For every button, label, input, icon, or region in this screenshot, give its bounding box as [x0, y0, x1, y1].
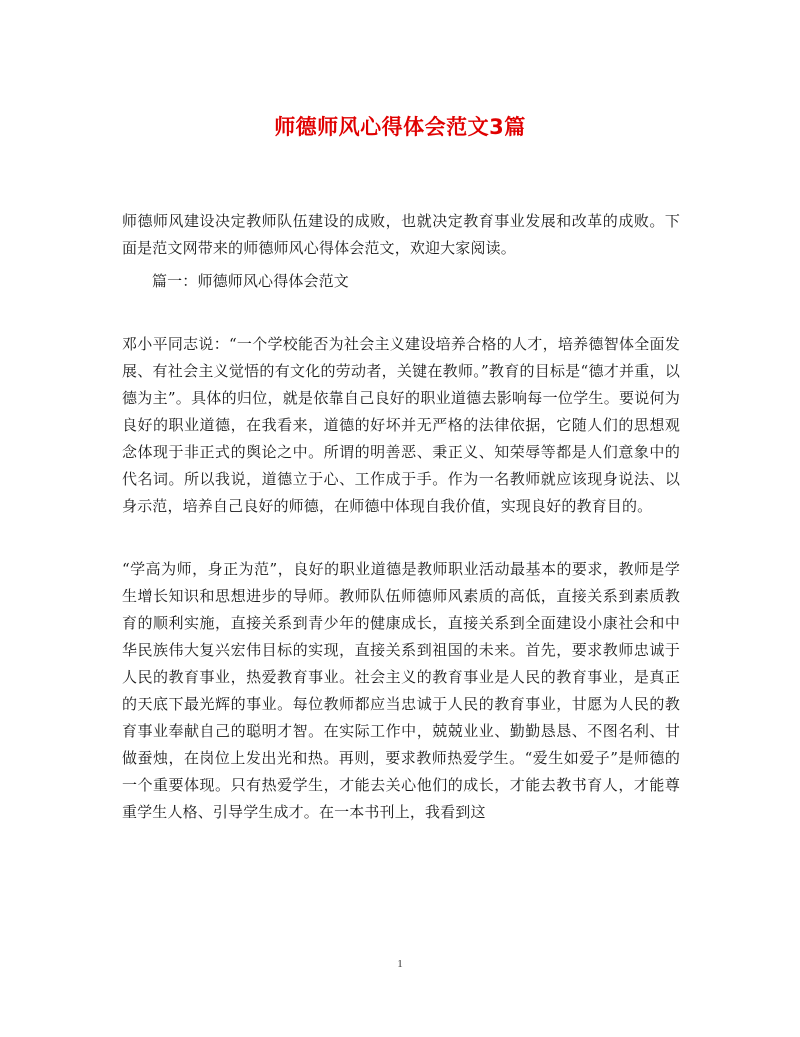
section-heading: 篇一：师德师风心得体会范文 — [152, 272, 349, 290]
paragraph-gap — [122, 295, 680, 331]
document-title: 师德师风心得体会范文3篇 — [274, 115, 526, 139]
intro-paragraph: 师德师风建设决定教师队伍建设的成败，也就决定教育事业发展和改革的成败。下面是范文网带来的师德师风心得体会范文，欢迎大家阅读。 — [122, 212, 680, 257]
page-number: 1 — [397, 958, 403, 970]
body-paragraph-1: 邓小平同志说：“一个学校能否为社会主义建设培养合格的人才，培养德智体全面发展、有社会主义觉悟的有文化的劳动者，关键在教师。”教育的目标是“德才并重，以德为主”。具体的归位，就是依靠自己良好的职业道德去影响每一位学生。要说何为良好的职业道德，在我看来，道德的好坏并无严格的法律依据，它随人们的思想观念体现于非正式的舆论之中。所谓的明善恶、秉正义、知荣辱等都是人们意象中的代名词。所以我说，道德立于心、工作成于手。作为一名教师就应该现身说法、以身示范，培养自己良好的师德，在师德中体现自我价值，实现良好的教育目的。 — [122, 335, 680, 515]
document-body — [122, 208, 680, 826]
body-paragraph-2: “学高为师，身正为范”，良好的职业道德是教师职业活动最基本的要求，教师是学生增长知识和思想进步的导师。教师队伍师德师风素质的高低，直接关系到素质教育的顺利实施，直接关系到青少年的健康成长，直接关系到全面建设小康社会和中华民族伟大复兴宏伟目标的实现，直接关系到祖国的未来。首先，要求教师忠诚于人民的教育事业，热爱教育事业。社会主义的教育事业是人民的教育事业，是真正的天底下最光辉的事业。每位教师都应当忠诚于人民的教育事业，甘愿为人民的教育事业奉献自己的聪明才智。在实际工作中，兢兢业业、勤勤恳恳、不图名利、甘做蚕烛，在岗位上发出光和热。再则，要求教师热爱学生。“爱生如爱子”是师德的一个重要体现。只有热爱学生，才能去关心他们的成长，才能去教书育人，才能尊重学生人格、引导学生成才。在一本书刊上，我看到这 — [122, 560, 680, 821]
paragraph-gap — [122, 520, 680, 556]
